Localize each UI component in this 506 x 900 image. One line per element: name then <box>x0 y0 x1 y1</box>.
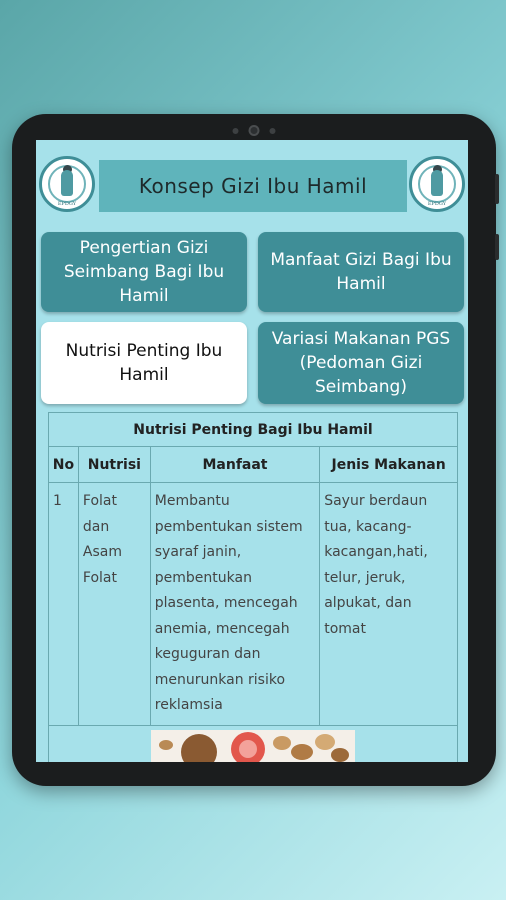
table-caption: Nutrisi Penting Bagi Ibu Hamil <box>49 413 458 447</box>
page-title: Konsep Gizi Ibu Hamil <box>99 160 407 212</box>
pengertian-gizi-button[interactable]: Pengertian Gizi Seimbang Bagi Ibu Hamil <box>41 232 247 312</box>
nutrisi-table <box>48 412 458 762</box>
manfaat-gizi-button[interactable]: Manfaat Gizi Bagi Ibu Hamil <box>258 232 464 312</box>
cell-jenis-makanan: Sayur berdaun tua, kacang-kacangan,hati, telur, jeruk, alpukat, dan tomat <box>320 483 458 726</box>
table-row <box>49 483 458 726</box>
image-row <box>49 725 458 762</box>
food-image <box>151 730 355 763</box>
app-screen <box>36 140 468 762</box>
header-nutrisi: Nutrisi <box>78 447 150 483</box>
cell-nutrisi: Folat dan Asam Folat <box>78 483 150 726</box>
variasi-makanan-button[interactable]: Variasi Makanan PGS (Pedoman Gizi Seimbang) <box>258 322 464 404</box>
header-manfaat: Manfaat <box>150 447 319 483</box>
tablet-frame <box>12 114 496 786</box>
power-button <box>495 234 499 260</box>
header-no: No <box>49 447 79 483</box>
cell-no: 1 <box>49 483 79 726</box>
volume-button <box>495 174 499 204</box>
logo-right: EPDGY <box>409 156 465 212</box>
nutrisi-penting-button[interactable]: Nutrisi Penting Ibu Hamil <box>41 322 247 404</box>
camera-bar <box>233 125 276 136</box>
cell-manfaat: Membantu pembentukan sistem syaraf janin, pembentukan plasenta, mencegah anemia, mencegah keguguran dan menurunkan risiko reklamsia <box>150 483 319 726</box>
app-header <box>36 154 468 214</box>
header-jenis-makanan: Jenis Makanan <box>320 447 458 483</box>
logo-left: EPDGY <box>39 156 95 212</box>
table-header-row <box>49 447 458 483</box>
